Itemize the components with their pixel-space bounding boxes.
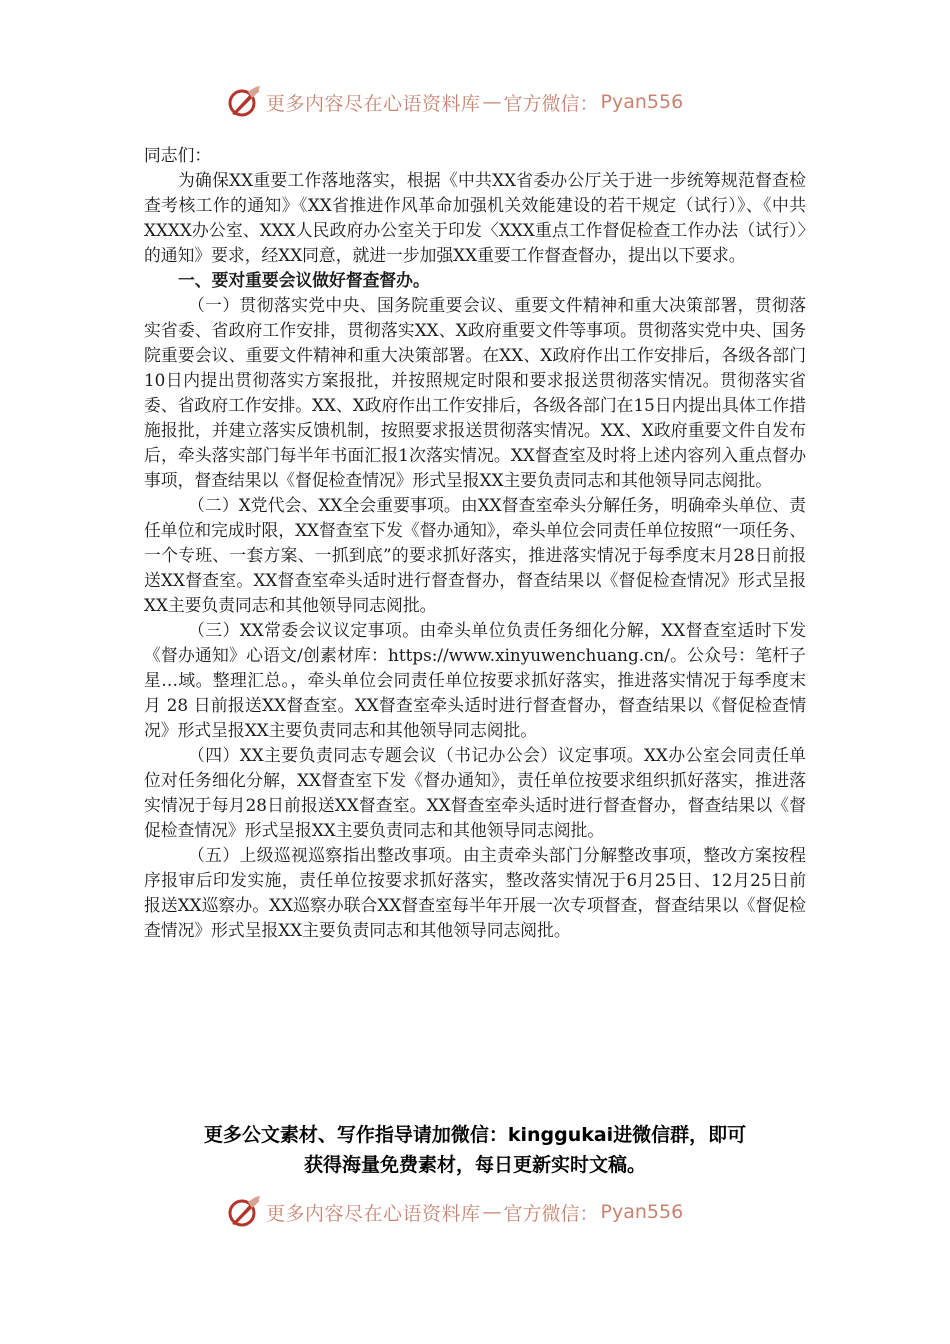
banner-separator: — bbox=[482, 91, 502, 113]
banner-wechat-id: Pyan556 bbox=[600, 1201, 684, 1223]
quill-logo-icon bbox=[226, 1194, 262, 1230]
item-paragraph-4: （四）XX主要负责同志专题会议（书记办公会）议定事项。XX办公室会同责任单位对任务细化分解，XX督查室下发《督办通知》，责任单位按要求组织抓好落实，推进落实情况于每月28日前报送XX督查室。XX督查室牵头适时进行督查督办，督查结果以《督促检查情况》形式呈报XX主要负责同志和其他领导同志阅批。 bbox=[144, 745, 806, 840]
banner-wechat-label: 官方微信： bbox=[503, 92, 599, 115]
header-watermark-banner bbox=[226, 84, 726, 120]
promo-notice bbox=[120, 1120, 830, 1180]
document-body bbox=[144, 143, 806, 943]
item-paragraph-2: （二）X党代会、XX全会重要事项。由XX督查室牵头分解任务，明确牵头单位、责任单位和完成时限，XX督查室下发《督办通知》，牵头单位会同责任单位按照“一项任务、一个专班、一套方案、一抓到底”的要求抓好落实，推进落实情况于每季度末月28日前报送XX督查室。XX督查室牵头适时进行督查督办，督查结果以《督促检查情况》形式呈报XX主要负责同志和其他领导同志阅批。 bbox=[144, 495, 806, 615]
banner-wechat-label: 官方微信： bbox=[503, 1202, 599, 1225]
item-paragraph-1: （一）贯彻落实党中央、国务院重要会议、重要文件精神和重大决策部署，贯彻落实省委、省政府工作安排，贯彻落实XX、X政府重要文件等事项。贯彻落实党中央、国务院重要会议、重要文件精神和重大决策部署。在XX、X政府作出工作安排后，各级各部门10日内提出贯彻落实方案报批，并按照规定时限和要求报送贯彻落实情况。贯彻落实省委、省政府工作安排。XX、X政府作出工作安排后，各级各部门在15日内提出具体工作措施报批，并建立落实反馈机制，按照要求报送贯彻落实情况。XX、X政府重要文件自发布后，牵头落实部门每半年书面汇报1次落实情况。XX督查室及时将上述内容列入重点督办事项，督查结果以《督促检查情况》形式呈报XX主要负责同志和其他领导同志阅批。 bbox=[144, 295, 806, 490]
promo-line-1: 更多公文素材、写作指导请加微信：kinggukai进微信群，即可 bbox=[203, 1124, 747, 1146]
intro-paragraph: 为确保XX重要工作落地落实，根据《中共XX省委办公厅关于进一步统筹规范督查检查考核工作的通知》《XX省推进作风革命加强机关效能建设的若干规定（试行）》、《中共XXXX办公室、XXX人民政府办公室关于印发〈XXX重点工作督促检查工作办法（试行）〉的通知》要求，经XX同意，就进一步加强XX重要工作督查督办，提出以下要求。 bbox=[144, 170, 806, 265]
promo-line-2: 获得海量免费素材，每日更新实时文稿。 bbox=[303, 1154, 646, 1176]
salutation: 同志们： bbox=[144, 145, 212, 165]
banner-main-text: 更多内容尽在心语资料库 bbox=[266, 1202, 481, 1225]
banner-wechat-id: Pyan556 bbox=[600, 91, 684, 113]
banner-main-text: 更多内容尽在心语资料库 bbox=[266, 92, 481, 115]
section-heading: 一、要对重要会议做好督查督办。 bbox=[178, 270, 430, 290]
item-paragraph-3: （三）XX常委会议议定事项。由牵头单位负责任务细化分解，XX督查室适时下发《督办通知》心语文/创素材库：https://www.xinyuwenchuang.cn/。公众号：笔杆子星…域。整理汇总。，牵头单位会同责任单位按要求抓好落实，推进落实情况于每季度末月 28 日前报送XX督查室。XX督查室牵头适时进行督查督办，督查结果以《督促检查情况》形式呈报XX主要负责同志和其他领导同志阅批。 bbox=[144, 620, 806, 740]
item-paragraph-5: （五）上级巡视巡察指出整改事项。由主责牵头部门分解整改事项，整改方案按程序报审后印发实施，责任单位按要求抓好落实，整改落实情况于6月25日、12月25日前报送XX巡察办。XX巡察办联合XX督查室每半年开展一次专项督查，督查结果以《督促检查情况》形式呈报XX主要负责同志和其他领导同志阅批。 bbox=[144, 845, 806, 940]
quill-logo-icon bbox=[226, 84, 262, 120]
banner-separator: — bbox=[482, 1201, 502, 1223]
footer-watermark-banner bbox=[226, 1194, 726, 1230]
